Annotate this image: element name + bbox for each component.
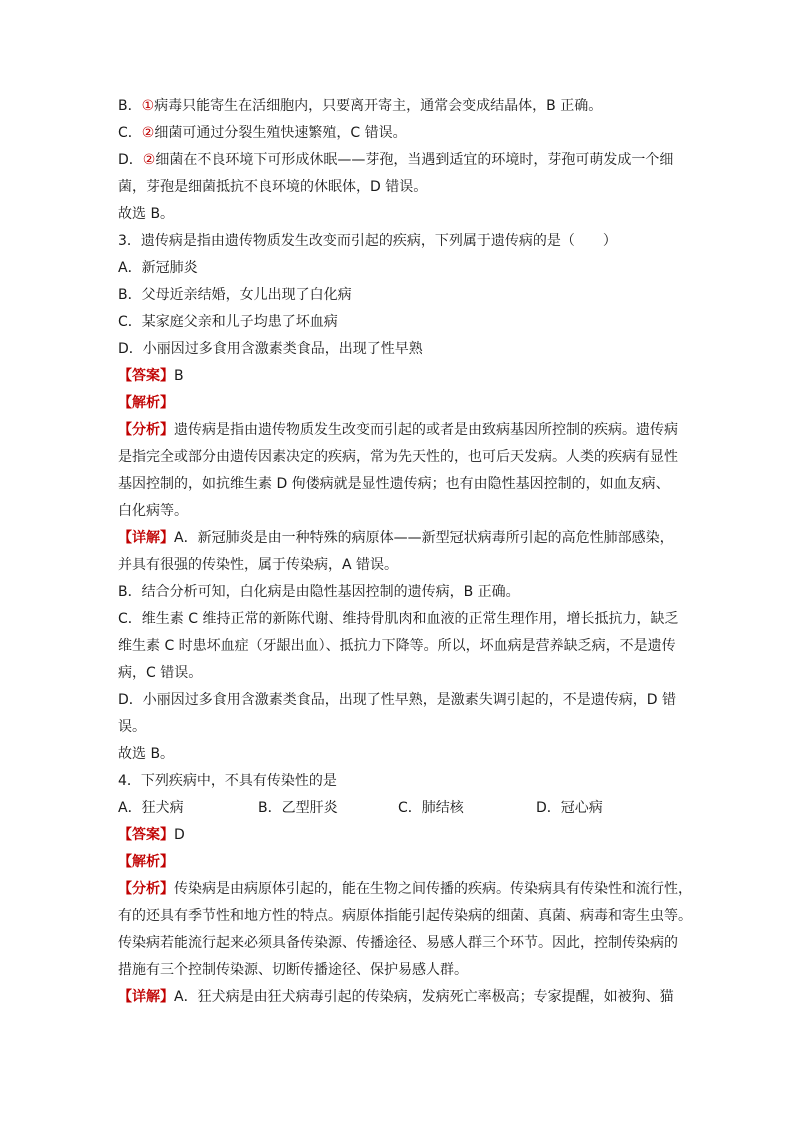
q3-xiangjie-line-7: D．小丽因过多食用含激素类食品，出现了性早熟，是激素失调引起的，不是遗传病，D 错 xyxy=(118,692,677,708)
q4-stem: 4．下列疾病中，不具有传染性的是 xyxy=(118,773,337,789)
text: A．新冠肺炎是由一种特殊的病原体——新型冠状病毒所引起的高危性肺部感染， xyxy=(174,530,674,546)
q4-option-b: B．乙型肝炎 xyxy=(258,800,338,816)
q4-option-c: C．肺结核 xyxy=(398,800,464,816)
q3-xiangjie-line-5: 维生素 C 时患坏血症（牙龈出血）、抵抗力下降等。所以，坏血病是营养缺乏病，不是遗传 xyxy=(118,638,676,654)
q4-fenxi-line-2: 有的还具有季节性和地方性的特点。病原体指能引起传染病的细菌、真菌、病毒和寄生虫等。 xyxy=(118,908,692,924)
answer-value: B xyxy=(174,368,184,384)
q4-fenxi-line-1 xyxy=(118,880,692,898)
q3-option-b: B．父母近亲结婚，女儿出现了白化病 xyxy=(118,287,352,303)
xiangjie-tag: 【详解】 xyxy=(118,530,174,546)
answer-tag: 【答案】 xyxy=(118,827,174,843)
text: 传染病是由病原体引起的，能在生物之间传播的疾病。传染病具有传染性和流行性， xyxy=(174,881,692,897)
text: 遗传病是指由遗传物质发生改变而引起的或者是由致病基因所控制的疾病。遗传病 xyxy=(174,422,678,438)
q2-option-c-explanation xyxy=(118,124,678,142)
q3-option-c: C．某家庭父亲和儿子均患了坏血病 xyxy=(118,314,338,330)
q3-stem: 3．遗传病是指由遗传物质发生改变而引起的疾病，下列属于遗传病的是（ ） xyxy=(118,233,617,249)
q4-option-a: A．狂犬病 xyxy=(118,800,184,816)
text: B． xyxy=(118,98,142,114)
answer-tag: 【答案】 xyxy=(118,368,174,384)
q3-fenxi-line-1 xyxy=(118,421,678,439)
text: A．狂犬病是由狂犬病毒引起的传染病，发病死亡率极高；专家提醒，如被狗、猫 xyxy=(174,989,674,1005)
text: C． xyxy=(118,125,142,141)
q3-analysis-tag: 【解析】 xyxy=(118,395,174,411)
fenxi-tag: 【分析】 xyxy=(118,881,174,897)
circled-number: ② xyxy=(141,125,155,141)
xiangjie-tag: 【详解】 xyxy=(118,989,174,1005)
q4-analysis-tag: 【解析】 xyxy=(118,854,174,870)
text: 病毒只能寄生在活细胞内，只要离开寄主，通常会变成结晶体，B 正确。 xyxy=(154,98,603,114)
q3-choose: 故选 B。 xyxy=(118,746,175,762)
q3-fenxi-line-3: 基因控制的，如抗维生素 D 佝偻病就是显性遗传病；也有由隐性基因控制的，如血友病、 xyxy=(118,476,670,492)
q3-xiangjie-line-1 xyxy=(118,529,678,547)
q2-option-d-explanation xyxy=(118,151,678,169)
q3-fenxi-line-2: 是指完全或部分由遗传因素决定的疾病，常为先天性的，也可后天发病。人类的疾病有显性 xyxy=(118,449,678,465)
q3-option-d: D．小丽因过多食用含激素类食品，出现了性早熟 xyxy=(118,341,423,357)
circled-number: ② xyxy=(142,152,156,168)
q3-xiangjie-line-8: 误。 xyxy=(118,719,146,735)
q4-fenxi-line-3: 传染病若能流行起来必须具备传染源、传播途径、易感人群三个环节。因此，控制传染病的 xyxy=(118,935,678,951)
q2-choose: 故选 B。 xyxy=(118,206,175,222)
text: 细菌在不良环境下可形成休眠——芽孢，当遇到适宜的环境时，芽孢可萌发成一个细 xyxy=(155,152,674,168)
q3-xiangjie-line-4: C．维生素 C 维持正常的新陈代谢、维持骨肌肉和血液的正常生理作用，增长抵抗力，缺乏 xyxy=(118,611,679,627)
q3-xiangjie-line-3: B．结合分析可知，白化病是由隐性基因控制的遗传病，B 正确。 xyxy=(118,584,520,600)
q4-answer xyxy=(118,826,678,844)
fenxi-tag: 【分析】 xyxy=(118,422,174,438)
answer-value: D xyxy=(174,827,185,843)
q4-fenxi-line-4: 措施有三个控制传染源、切断传播途径、保护易感人群。 xyxy=(118,962,468,978)
q4-xiangjie-line-1 xyxy=(118,988,678,1006)
circled-number: ① xyxy=(141,98,155,114)
q3-xiangjie-line-6: 病，C 错误。 xyxy=(118,665,203,681)
q3-xiangjie-line-2: 并具有很强的传染性，属于传染病，A 错误。 xyxy=(118,557,399,573)
text: D． xyxy=(118,152,143,168)
q3-option-a: A．新冠肺炎 xyxy=(118,260,198,276)
q2-option-d-explanation-cont: 菌，芽孢是细菌抵抗不良环境的休眠体，D 错误。 xyxy=(118,179,428,195)
text: 细菌可通过分裂生殖快速繁殖，C 错误。 xyxy=(154,125,407,141)
q3-fenxi-line-4: 白化病等。 xyxy=(118,503,188,519)
q3-answer xyxy=(118,367,678,385)
q4-option-d: D．冠心病 xyxy=(536,800,603,816)
q2-option-b-explanation xyxy=(118,97,678,115)
